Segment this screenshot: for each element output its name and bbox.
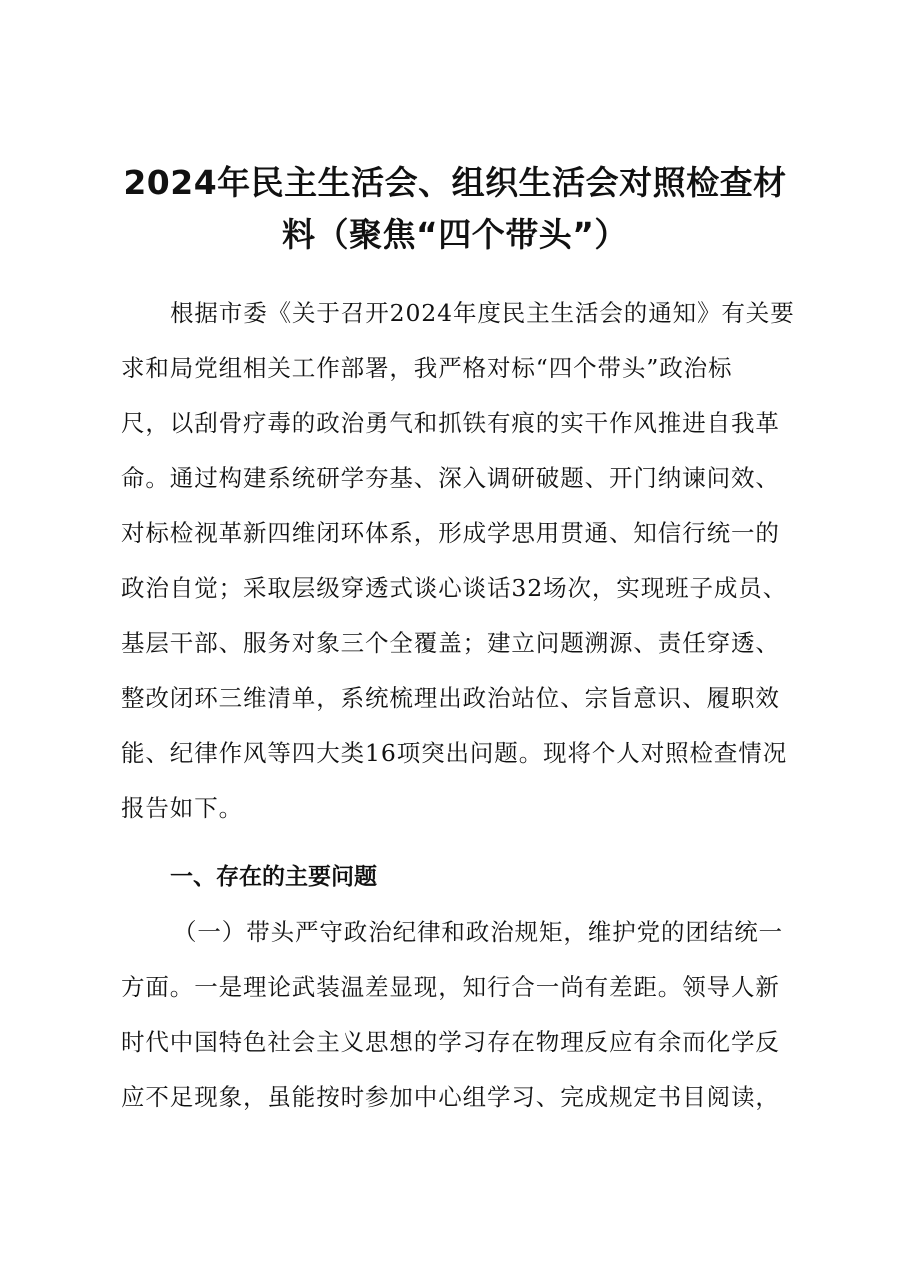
paragraph-1-line-7: 基层干部、服务对象三个全覆盖；建立问题溯源、责任穿透、 — [121, 629, 780, 657]
document-title-line-1: 2024年民主生活会、组织生活会对照检查材 — [123, 163, 787, 202]
paragraph-1-line-10: 报告如下。 — [121, 794, 243, 822]
section-heading: 一、存在的主要问题 — [170, 864, 377, 890]
paragraph-1-line-5: 对标检视革新四维闭环体系，形成学思用贯通、知信行统一的 — [121, 519, 780, 547]
document-title-line-2: 料（聚焦“四个带头”） — [282, 215, 628, 254]
paragraph-1-line-4: 命。通过构建系统研学夯基、深入调研破题、开门纳谏问效、 — [121, 464, 780, 492]
paragraph-2-line-1: （一）带头严守政治纪律和政治规矩，维护党的团结统一 — [173, 918, 783, 946]
paragraph-1-line-3: 尺，以刮骨疗毒的政治勇气和抓铁有痕的实干作风推进自我革 — [121, 409, 780, 437]
paragraph-1-line-1: 根据市委《关于召开2024年度民主生活会的通知》有关要 — [170, 299, 795, 327]
paragraph-1-line-2: 求和局党组相关工作部署，我严格对标“四个带头”政治标 — [121, 354, 733, 382]
paragraph-2-line-3: 时代中国特色社会主义思想的学习存在物理反应有余而化学反 — [121, 1028, 780, 1056]
paragraph-2-line-4: 应不足现象，虽能按时参加中心组学习、完成规定书目阅读， — [121, 1083, 780, 1111]
paragraph-1-line-9: 能、纪律作风等四大类16项突出问题。现将个人对照检查情况 — [121, 739, 788, 767]
paragraph-1-line-8: 整改闭环三维清单，系统梳理出政治站位、宗旨意识、履职效 — [121, 684, 780, 712]
paragraph-2-line-2: 方面。一是理论武装温差显现，知行合一尚有差距。领导人新 — [121, 973, 780, 1001]
paragraph-1-line-6: 政治自觉；采取层级穿透式谈心谈话32场次，实现班子成员、 — [121, 574, 788, 602]
